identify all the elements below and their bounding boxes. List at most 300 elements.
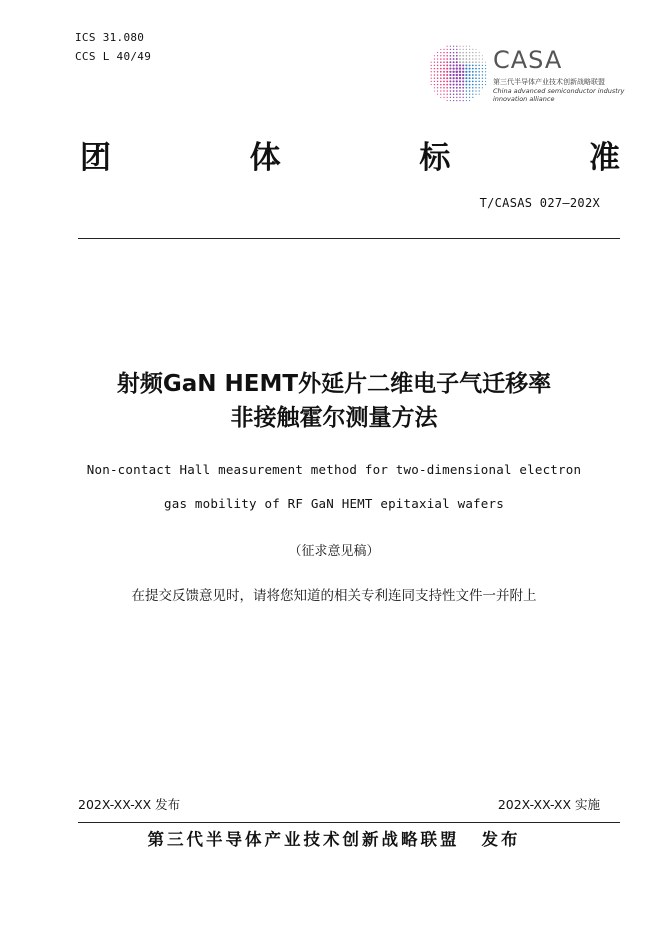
logo-dot xyxy=(466,100,467,101)
logo-dot xyxy=(446,58,448,60)
logo-dot xyxy=(437,90,438,91)
logo-dot xyxy=(466,55,468,57)
logo-dot xyxy=(446,64,448,66)
logo-dot xyxy=(437,84,438,85)
publisher-org: 第三代半导体产业技术创新战略联盟 xyxy=(147,830,460,849)
logo-dot xyxy=(443,52,444,53)
logo-dot xyxy=(482,65,483,66)
logo-dot xyxy=(450,100,451,101)
logo-dot xyxy=(478,81,479,82)
logo-dot xyxy=(469,80,471,82)
logo-dot xyxy=(434,71,435,72)
logo-dot xyxy=(449,61,451,63)
logo-dot xyxy=(472,81,474,83)
logo-dot xyxy=(447,100,448,101)
logo-dot xyxy=(475,65,477,67)
logo-dot xyxy=(437,52,438,53)
logo-dot xyxy=(472,61,474,63)
logo-dot xyxy=(463,97,464,98)
logo-dot xyxy=(449,64,451,66)
logo-dot xyxy=(431,78,432,79)
casa-logo-sphere-icon xyxy=(425,38,491,108)
logo-dot xyxy=(440,74,442,76)
logo-dot xyxy=(449,71,451,73)
logo-dot xyxy=(449,84,451,86)
logo-dot xyxy=(450,46,451,47)
logo-dot xyxy=(475,81,477,83)
logo-dot xyxy=(456,58,458,60)
logo-dot xyxy=(479,90,480,91)
logo-dot xyxy=(431,68,432,69)
logo-dot xyxy=(440,52,441,53)
logo-dot xyxy=(479,84,480,85)
logo-dot xyxy=(453,100,454,101)
logo-dot xyxy=(465,84,467,86)
logo-dot xyxy=(485,78,486,79)
logo-dot xyxy=(472,55,473,56)
logo-dot xyxy=(437,68,439,70)
logo-dot xyxy=(453,52,455,54)
logo-dot xyxy=(452,74,454,76)
logo-dot xyxy=(466,90,468,92)
logo-dot xyxy=(475,61,477,63)
logo-dot xyxy=(469,94,470,95)
logo-dot xyxy=(453,87,455,89)
logo-dot xyxy=(447,97,448,98)
logo-dot xyxy=(466,93,467,94)
logo-org-en-line1: China advanced semiconductor industry xyxy=(493,87,625,95)
publisher xyxy=(0,826,668,850)
logo-dot xyxy=(472,74,474,76)
logo-dot xyxy=(434,78,435,79)
logo-dot xyxy=(475,94,476,95)
logo-dot xyxy=(485,65,486,66)
logo-dot xyxy=(485,68,486,69)
logo-dot xyxy=(456,97,457,98)
implement-date: 202X-XX-XX 实施 xyxy=(497,797,600,812)
logo-dot xyxy=(434,65,435,66)
logo-dot xyxy=(456,67,458,69)
logo-dot xyxy=(446,68,448,70)
publish-date: 202X-XX-XX 发布 xyxy=(78,797,181,812)
doc-type-char: 体 xyxy=(249,140,281,176)
logo-dot xyxy=(479,87,480,88)
logo-dot xyxy=(462,58,464,60)
logo-dot xyxy=(475,87,476,88)
logo-dot xyxy=(456,90,458,92)
logo-dot xyxy=(466,52,468,54)
logo-dot xyxy=(443,84,445,86)
logo-dot xyxy=(462,93,464,95)
logo-dot xyxy=(453,90,455,92)
logo-dot xyxy=(449,80,451,82)
logo-dot xyxy=(462,55,464,57)
logo-dot xyxy=(447,46,448,47)
logo-dot xyxy=(472,52,473,53)
logo-dot xyxy=(462,77,464,79)
logo-dot xyxy=(463,49,464,50)
logo-dot xyxy=(462,90,464,92)
logo-dot xyxy=(466,46,467,47)
logo-dot xyxy=(456,71,459,74)
logo-dot xyxy=(472,94,473,95)
logo-dot xyxy=(453,97,454,98)
logo-dot xyxy=(447,49,448,50)
logo-dot xyxy=(469,87,471,89)
logo-dot xyxy=(485,84,486,85)
logo-dot xyxy=(443,49,444,50)
logo-dot xyxy=(462,52,464,54)
logo-dot xyxy=(443,61,445,63)
logo-dot xyxy=(469,90,471,92)
logo-dot xyxy=(437,71,439,73)
logo-dot xyxy=(443,68,445,70)
logo-dot xyxy=(472,68,474,70)
logo-dot xyxy=(456,100,457,101)
logo-dot xyxy=(465,71,467,73)
logo-dot xyxy=(456,77,458,79)
logo-dot xyxy=(443,87,445,89)
logo-dot xyxy=(479,94,480,95)
logo-dot xyxy=(446,90,448,92)
logo-dot xyxy=(443,58,445,60)
logo-dot xyxy=(478,68,480,70)
logo-dot xyxy=(446,74,448,76)
logo-dot xyxy=(434,55,435,56)
logo-dot xyxy=(459,90,461,92)
logo-dot xyxy=(434,81,435,82)
logo-dot xyxy=(459,49,460,50)
logo-dot xyxy=(446,55,448,57)
logo-dot xyxy=(459,46,460,47)
logo-dot xyxy=(479,52,480,53)
logo-dot xyxy=(462,71,464,73)
title-en-line2: gas mobility of RF GaN HEMT epitaxial wafers xyxy=(164,496,504,511)
logo-dot xyxy=(472,84,474,86)
logo-dot xyxy=(450,58,452,60)
logo-dot xyxy=(446,52,447,53)
logo-dot xyxy=(450,97,451,98)
logo-dot xyxy=(475,71,477,73)
logo-dot xyxy=(453,49,454,50)
logo-dot xyxy=(475,49,476,50)
logo-dot xyxy=(450,49,451,50)
logo-dot xyxy=(465,74,467,76)
logo-dot xyxy=(462,87,464,89)
logo-dot xyxy=(434,84,435,85)
footer-divider xyxy=(78,822,620,823)
logo-dot xyxy=(449,74,451,76)
logo-dot xyxy=(459,64,461,66)
logo-dot xyxy=(437,81,439,83)
logo-dot xyxy=(469,46,470,47)
logo-dot xyxy=(453,55,455,57)
logo-dot xyxy=(431,74,432,75)
logo-dot xyxy=(465,61,467,63)
logo-dot xyxy=(472,49,473,50)
logo-dot xyxy=(469,64,471,66)
logo-dot xyxy=(443,97,444,98)
logo-dot xyxy=(469,49,470,50)
logo-dot xyxy=(456,93,458,95)
logo-dot xyxy=(434,74,435,75)
logo-dot xyxy=(437,94,438,95)
logo-dot xyxy=(449,68,451,70)
logo-dot xyxy=(450,55,452,57)
logo-dot xyxy=(463,46,464,47)
logo-dot xyxy=(440,55,441,56)
logo-dot xyxy=(456,49,457,50)
logo-dot xyxy=(459,77,461,79)
logo-dot xyxy=(478,61,479,62)
logo-dot xyxy=(437,74,439,76)
logo-dot xyxy=(475,84,477,86)
logo-dot xyxy=(440,90,441,91)
logo-dot xyxy=(450,93,451,94)
logo-dot xyxy=(431,65,432,66)
logo-dot xyxy=(453,64,455,66)
logo-dot xyxy=(469,84,471,86)
logo-dot xyxy=(459,93,461,95)
title-cn-line1: 射频GaN HEMT外延片二维电子气迁移率 xyxy=(116,371,552,397)
logo-dot xyxy=(456,87,458,89)
logo-dot xyxy=(437,58,438,59)
logo-dot xyxy=(466,58,468,60)
logo-dot xyxy=(472,65,474,67)
logo-dot xyxy=(472,77,474,79)
logo-dot xyxy=(456,84,458,86)
logo-dot xyxy=(462,67,464,69)
logo-dot xyxy=(482,62,483,63)
logo-dot xyxy=(472,71,474,73)
logo-dot xyxy=(475,68,477,70)
logo-org-cn: 第三代半导体产业技术创新战略联盟 xyxy=(493,78,605,86)
logo-dot xyxy=(459,84,461,86)
logo-dot xyxy=(459,100,460,101)
doc-type-char: 准 xyxy=(588,140,620,176)
logo-dot xyxy=(440,61,442,63)
logo-dot xyxy=(469,68,471,70)
logo-dot xyxy=(485,62,486,63)
logo-dot xyxy=(437,61,438,62)
logo-dot xyxy=(453,58,455,60)
logo-dot xyxy=(459,74,461,76)
logo-dot xyxy=(485,71,486,72)
logo-dot xyxy=(453,93,455,95)
logo-dot xyxy=(431,81,432,82)
logo-dot xyxy=(475,77,477,79)
logo-dot xyxy=(453,84,455,86)
logo-dot xyxy=(446,77,448,79)
logo-dot xyxy=(462,64,464,66)
logo-dot xyxy=(482,58,483,59)
logo-dot xyxy=(453,61,455,63)
logo-dot xyxy=(459,55,461,57)
logo-dot xyxy=(459,58,461,60)
logo-dot xyxy=(431,71,432,72)
logo-dot xyxy=(469,77,471,79)
logo-dot xyxy=(443,74,445,76)
logo-dot xyxy=(479,58,480,59)
logo-dot xyxy=(459,61,461,63)
logo-dot xyxy=(452,67,454,69)
logo-dot xyxy=(443,90,444,91)
logo-dot xyxy=(459,80,461,82)
logo-dot xyxy=(472,58,474,60)
logo-dot xyxy=(469,74,471,76)
logo-dot xyxy=(440,84,442,86)
ccs-code: CCS L 40/49 xyxy=(75,50,152,63)
title-en-line1: Non-contact Hall measurement method for two-dimensional electron xyxy=(86,462,582,477)
logo-dot xyxy=(443,81,445,83)
logo-dot xyxy=(440,68,442,70)
draft-label: （征求意见稿） xyxy=(288,544,380,559)
logo-dot xyxy=(469,97,470,98)
logo-dot xyxy=(462,61,464,63)
doc-type-char: 团 xyxy=(80,140,111,176)
logo-dot xyxy=(456,46,457,47)
logo-dot xyxy=(485,81,486,82)
logo-dot xyxy=(440,65,442,67)
logo-dot xyxy=(462,80,464,82)
logo-dot xyxy=(478,71,480,73)
logo-dot xyxy=(469,71,471,73)
logo-dot xyxy=(478,65,479,66)
logo-dot xyxy=(443,94,444,95)
doc-type-char: 标 xyxy=(419,140,451,176)
logo-org-en-line2: innovation alliance xyxy=(493,95,555,103)
logo-dot xyxy=(446,84,448,86)
logo-dot xyxy=(478,74,480,76)
logo-dot xyxy=(431,62,432,63)
logo-dot xyxy=(440,87,441,88)
logo-dot xyxy=(443,77,445,79)
publisher-action: 发布 xyxy=(481,830,521,849)
logo-dot xyxy=(434,68,435,69)
logo-dot xyxy=(469,58,471,60)
logo-dot xyxy=(482,71,483,72)
document-code: T/CASAS 027—202X xyxy=(479,196,600,210)
logo-dot xyxy=(440,97,441,98)
logo-dot xyxy=(475,52,476,53)
logo-dot xyxy=(437,55,438,56)
logo-dot xyxy=(453,46,454,47)
logo-dot xyxy=(440,71,442,73)
logo-dot xyxy=(459,67,461,69)
logo-dot xyxy=(465,77,467,79)
header-divider xyxy=(78,238,620,239)
logo-title: CASA xyxy=(493,46,563,74)
logo-dot xyxy=(440,58,442,60)
logo-dot xyxy=(456,74,458,76)
logo-dot xyxy=(482,68,483,69)
logo-dot xyxy=(462,74,464,76)
logo-dot xyxy=(472,90,473,91)
logo-dot xyxy=(443,65,445,67)
logo-dot xyxy=(472,97,473,98)
logo-dot xyxy=(465,68,467,70)
logo-dot xyxy=(482,74,483,75)
logo-dot xyxy=(452,71,454,73)
logo-dot xyxy=(434,90,435,91)
logo-dot xyxy=(434,87,435,88)
logo-dot xyxy=(446,71,448,73)
logo-dot xyxy=(443,55,445,57)
logo-dot xyxy=(482,78,483,79)
logo-dot xyxy=(459,71,461,73)
logo-dot xyxy=(475,55,476,56)
logo-dot xyxy=(459,52,461,54)
logo-dot xyxy=(437,65,439,67)
logo-dot xyxy=(465,80,467,82)
logo-dot xyxy=(456,55,458,57)
logo-dot xyxy=(485,74,486,75)
logo-dot xyxy=(459,87,461,89)
logo-dot xyxy=(456,61,458,63)
logo-dot xyxy=(463,100,464,101)
logo-dot xyxy=(431,84,432,85)
logo-dot xyxy=(469,61,471,63)
logo-dot xyxy=(482,84,483,85)
logo-dot xyxy=(469,55,471,57)
logo-dot xyxy=(456,52,458,54)
ics-code: ICS 31.080 xyxy=(75,31,145,44)
logo-dot xyxy=(469,100,470,101)
logo-dot xyxy=(450,90,452,92)
logo-dot xyxy=(440,81,442,83)
logo-dot xyxy=(453,80,455,82)
logo-dot xyxy=(452,77,454,79)
logo-dot xyxy=(434,58,435,59)
logo-dot xyxy=(475,74,477,76)
logo-dot xyxy=(440,49,441,50)
logo-dot xyxy=(482,55,483,56)
logo-dot xyxy=(440,77,442,79)
logo-dot xyxy=(446,87,448,89)
logo-dot xyxy=(446,80,448,82)
logo-dot xyxy=(440,94,441,95)
logo-dot xyxy=(475,90,476,91)
logo-dot xyxy=(479,55,480,56)
logo-dot xyxy=(456,64,458,66)
logo-dot xyxy=(469,52,470,53)
logo-dot xyxy=(482,81,483,82)
logo-dot xyxy=(434,62,435,63)
title-cn-line2: 非接触霍尔测量方法 xyxy=(230,405,438,431)
logo-dot xyxy=(450,52,452,54)
casa-logo xyxy=(425,38,625,108)
logo-dot xyxy=(446,93,447,94)
logo-dot xyxy=(475,58,476,59)
document-type xyxy=(80,132,620,177)
logo-dot xyxy=(449,77,451,79)
logo-dot xyxy=(482,87,483,88)
logo-dot xyxy=(446,61,448,63)
logo-dot xyxy=(459,97,460,98)
logo-dot xyxy=(437,87,438,88)
logo-dot xyxy=(472,87,474,89)
logo-dot xyxy=(437,77,439,79)
logo-dot xyxy=(478,77,480,79)
logo-dot xyxy=(462,84,464,86)
patent-notice: 在提交反馈意见时，请将您知道的相关专利连同支持性文件一并附上 xyxy=(131,588,537,604)
logo-dot xyxy=(466,87,468,89)
logo-dot xyxy=(466,97,467,98)
logo-dot xyxy=(465,64,467,66)
logo-dot xyxy=(456,80,458,82)
logo-dot xyxy=(443,71,445,73)
logo-dot xyxy=(450,87,452,89)
